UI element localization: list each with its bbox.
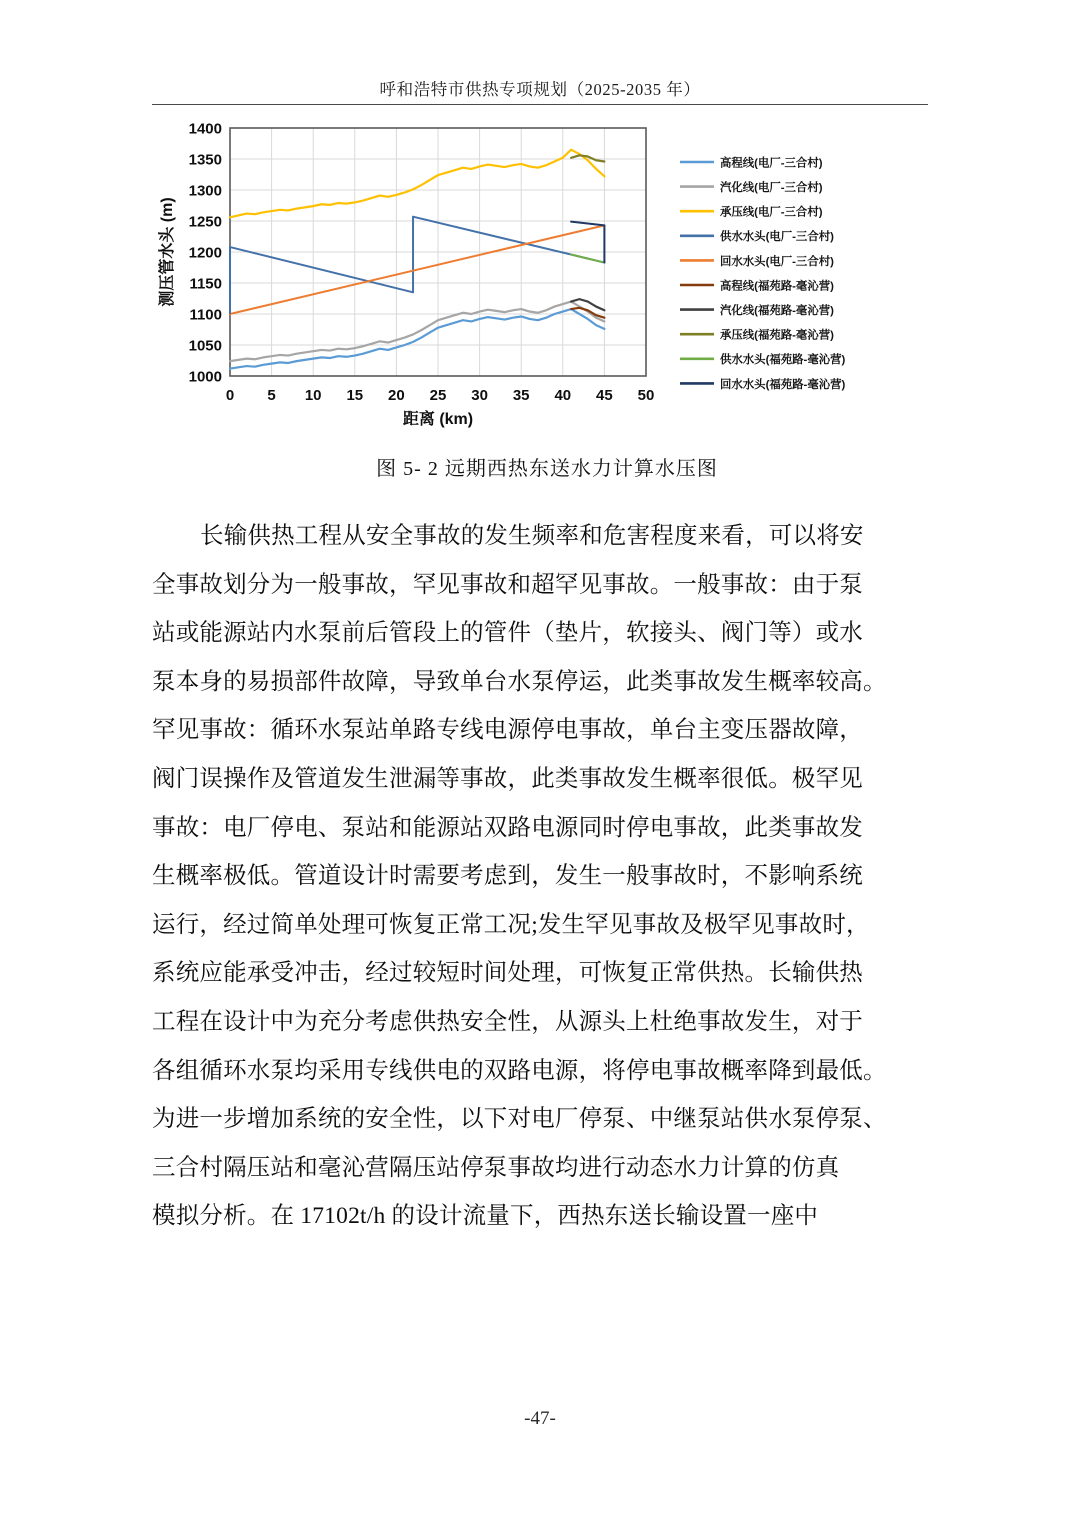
- paragraph-line: 运行，经过简单处理可恢复正常工况;发生罕见事故及极罕见事故时，: [152, 911, 870, 938]
- y-axis-tick-label: 1050: [188, 337, 222, 355]
- legend-label: 高程线(电厂-三合村): [720, 157, 823, 170]
- legend-label: 供水水头(电厂-三合村): [720, 231, 834, 244]
- x-axis-tick-label: 0: [225, 387, 235, 404]
- x-axis-tick-label: 10: [304, 387, 322, 404]
- paragraph-line: 泵本身的易损部件故障，导致单台水泵停运，此类事故发生概率较高。: [152, 668, 887, 695]
- paragraph-line: 罕见事故：循环水泵站单路专线电源停电事故，单台主变压器故障，: [152, 717, 863, 744]
- y-axis-tick-label: 1400: [188, 120, 222, 138]
- chart-svg: [152, 118, 942, 428]
- y-axis-tick-label: 1350: [188, 151, 222, 169]
- series-line: [571, 254, 604, 262]
- paragraph-line: 站或能源站内水泵前后管段上的管件（垫片，软接头、阀门等）或水: [152, 620, 863, 647]
- paragraph-line: 生概率极低。管道设计时需要考虑到，发生一般事故时，不影响系统: [152, 863, 863, 890]
- x-axis-tick-label: 25: [429, 387, 447, 404]
- series-line: [230, 225, 604, 314]
- x-axis-tick-label: 5: [267, 387, 276, 404]
- series-line: [230, 302, 604, 362]
- paragraph-line: 全事故划分为一般事故，罕见事故和超罕见事故。一般事故：由于泵: [152, 571, 863, 598]
- y-axis-tick-label: 1250: [188, 213, 222, 231]
- legend-label: 供水水头(福苑路-毫沁营): [720, 354, 846, 367]
- paragraph-line: 工程在设计中为充分考虑供热安全性，从源头上杜绝事故发生，对于: [152, 1008, 863, 1035]
- header-title: 呼和浩特市供热专项规划（2025-2035 年）: [379, 80, 701, 99]
- series-line: [230, 150, 604, 218]
- body-paragraph: [152, 512, 936, 1241]
- legend-label: 承压线(电厂-三合村): [720, 206, 823, 219]
- x-axis-tick-label: 20: [388, 387, 405, 404]
- y-axis-tick-label: 1300: [188, 182, 222, 200]
- legend-label: 承压线(福苑路-毫沁营): [720, 329, 834, 342]
- legend-label: 汽化线(电厂-三合村): [720, 182, 823, 194]
- paragraph-line: 模拟分析。在 17102t/h 的设计流量下，西热东送长输设置一座中: [152, 1203, 819, 1230]
- paragraph-line: 阀门误操作及管道发生泄漏等事故，此类事故发生概率很低。极罕见: [152, 765, 863, 792]
- series-line: [230, 309, 604, 369]
- y-axis-tick-label: 1150: [189, 275, 222, 293]
- x-axis-tick-label: 45: [596, 387, 613, 404]
- hydraulic-pressure-chart: [152, 118, 942, 428]
- running-header: [152, 76, 928, 100]
- x-axis-tick-label: 35: [512, 387, 530, 404]
- series-line: [230, 217, 604, 293]
- y-axis-tick-label: 1100: [189, 306, 222, 324]
- paragraph-line: 为进一步增加系统的安全性，以下对电厂停泵、中继泵站供水泵停泵、: [152, 1106, 887, 1133]
- legend-label: 高程线(福苑路-毫沁营): [720, 280, 834, 293]
- paragraph-line: 各组循环水泵均采用专线供电的双路电源，将停电事故概率降到最低。: [152, 1057, 887, 1084]
- figure-caption: 图 5- 2 远期西热东送水力计算水压图: [376, 458, 718, 480]
- paragraph-line: 长输供热工程从安全事故的发生频率和危害程度来看，可以将安: [200, 523, 864, 549]
- legend-label: 汽化线(福苑路-毫沁营): [720, 305, 834, 317]
- x-axis-tick-label: 40: [554, 387, 572, 404]
- paragraph-line: 事故：电厂停电、泵站和能源站双路电源同时停电事故，此类事故发: [152, 814, 863, 841]
- header-divider: [152, 104, 928, 105]
- y-axis-title: 测压管水头 (m): [159, 197, 176, 307]
- y-axis-tick-label: 1000: [188, 368, 222, 386]
- x-axis-tick-label: 15: [346, 387, 364, 404]
- legend-label: 回水水头(福苑路-毫沁营): [720, 378, 846, 391]
- page-number: -47-: [524, 1408, 556, 1429]
- legend-label: 回水水头(电厂-三合村): [720, 255, 834, 268]
- x-axis-tick-label: 30: [471, 387, 488, 404]
- y-axis-tick-label: 1200: [188, 244, 222, 262]
- paragraph-line: 三合村隔压站和毫沁营隔压站停泵事故均进行动态水力计算的仿真: [152, 1154, 840, 1181]
- x-axis-tick-label: 50: [637, 387, 655, 404]
- x-axis-title: 距离 (km): [402, 411, 474, 428]
- figure-block: [152, 118, 942, 428]
- paragraph-line: 系统应能承受冲击，经过较短时间处理，可恢复正常供热。长输供热: [152, 960, 863, 987]
